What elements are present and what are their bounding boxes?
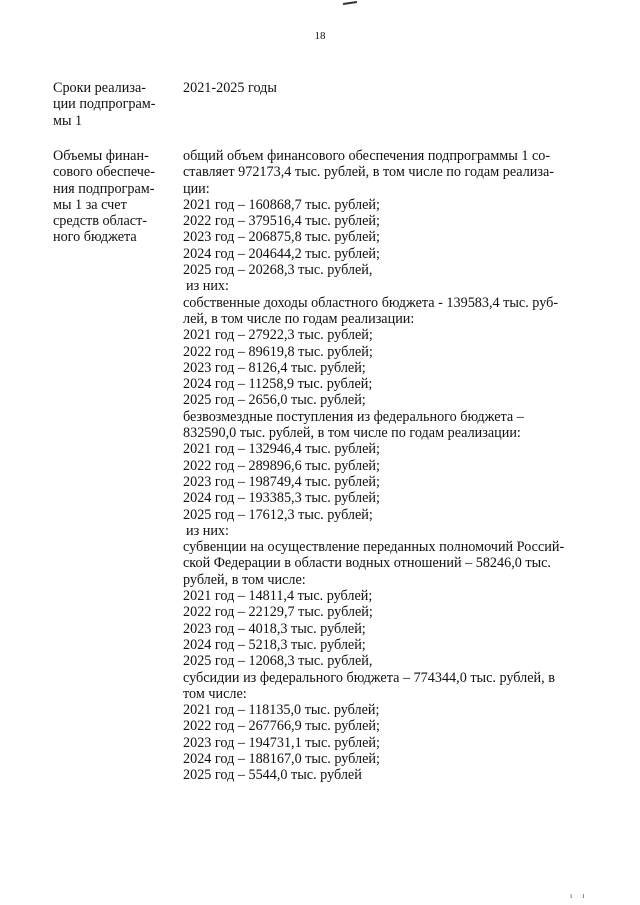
value-line: 2024 год – 11258,9 тыс. рублей; — [183, 376, 373, 393]
value-line: 2023 год – 206875,8 тыс. рублей; — [183, 229, 380, 246]
value-line: 2021 год – 118135,0 тыс. рублей; — [183, 702, 380, 719]
value-line: 2023 год – 8126,4 тыс. рублей; — [183, 359, 366, 376]
value-line: 2022 год – 379516,4 тыс. рублей; — [183, 213, 380, 230]
value-line: из них: — [186, 522, 229, 539]
label-line: ции подпрограм- — [53, 96, 156, 113]
label-funding-volume — [53, 148, 171, 246]
value-line: рублей, в том числе: — [183, 571, 306, 588]
value-line: 2021 год – 160868,7 тыс. рублей; — [183, 196, 380, 213]
value-line: субвенции на осуществление переданных полномочий Россий- — [183, 539, 565, 556]
value-line: ской Федерации в области водных отношений – 58246,0 тыс. — [183, 555, 551, 572]
label-line: сового обеспече- — [53, 164, 155, 181]
value-line: 2023 год – 194731,1 тыс. рублей; — [183, 734, 380, 751]
label-line: Объемы финан- — [53, 148, 149, 164]
value-line: безвозмездные поступления из федерального бюджета – — [183, 408, 524, 425]
value-line: 2021-2025 годы — [183, 80, 277, 96]
value-line: 2025 год – 5544,0 тыс. рублей — [183, 767, 362, 784]
value-line: 2021 год – 132946,4 тыс. рублей; — [183, 441, 380, 458]
value-line: 2024 год – 188167,0 тыс. рублей; — [183, 750, 380, 767]
value-line: 2024 год – 5218,3 тыс. рублей; — [183, 636, 366, 653]
value-funding-volume — [183, 148, 603, 784]
value-line: собственные доходы областного бюджета - 139583,4 тыс. руб- — [183, 294, 559, 311]
value-line: 2025 год – 12068,3 тыс. рублей, — [183, 653, 373, 670]
value-line: ставляет 972173,4 тыс. рублей, в том числе по годам реализа- — [183, 164, 555, 181]
value-line: 2022 год – 289896,6 тыс. рублей; — [183, 457, 380, 474]
value-line: 2022 год – 267766,9 тыс. рублей; — [183, 718, 380, 735]
value-line: 2021 год – 14811,4 тыс. рублей; — [183, 588, 373, 605]
label-implementation-period — [53, 80, 171, 129]
value-line: 2023 год – 4018,3 тыс. рублей; — [183, 620, 366, 637]
value-line: 2024 год – 193385,3 тыс. рублей; — [183, 490, 380, 507]
value-line: из них: — [186, 278, 229, 295]
value-line: 2022 год – 89619,8 тыс. рублей; — [183, 343, 373, 360]
label-line: ного бюджета — [53, 229, 137, 246]
value-implementation-period — [183, 80, 603, 96]
value-line: 2024 год – 204644,2 тыс. рублей; — [183, 245, 380, 262]
value-line: 2025 год – 2656,0 тыс. рублей; — [183, 392, 366, 409]
value-line: ции: — [183, 180, 210, 197]
label-line: мы 1 — [53, 112, 83, 129]
value-line: субсидии из федерального бюджета – 774344,0 тыс. рублей, в — [183, 669, 555, 686]
value-line: 2021 год – 27922,3 тыс. рублей; — [183, 327, 373, 344]
value-line: 2023 год – 198749,4 тыс. рублей; — [183, 473, 380, 490]
value-line: том числе: — [183, 685, 247, 702]
value-line: 832590,0 тыс. рублей, в том числе по годам реализации: — [183, 425, 521, 442]
value-line: 2022 год – 22129,7 тыс. рублей; — [183, 604, 373, 621]
value-line: 2025 год – 20268,3 тыс. рублей, — [183, 262, 373, 279]
value-line: 2025 год – 17612,3 тыс. рублей; — [183, 506, 373, 523]
page-number: 18 — [314, 30, 326, 42]
label-line: Сроки реализа- — [53, 80, 146, 96]
label-line: ния подпрограм- — [53, 180, 155, 197]
scan-mark — [343, 1, 357, 5]
value-line: общий объем финансового обеспечения подпрограммы 1 со- — [183, 148, 551, 164]
label-line: средств област- — [53, 213, 148, 230]
value-line: лей, в том числе по годам реализации: — [183, 310, 415, 327]
corner-scan-mark: ı ı — [570, 891, 589, 900]
label-line: мы 1 за счет — [53, 196, 127, 213]
